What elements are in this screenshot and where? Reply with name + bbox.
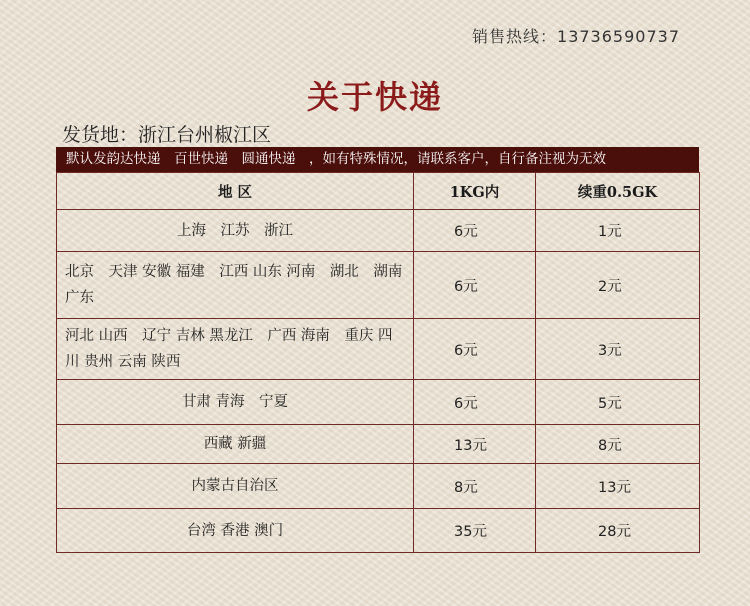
shipping-rate-table: [56, 172, 700, 553]
table-row: [57, 319, 700, 380]
shipping-origin: 发货地：浙江台州椒江区: [62, 124, 272, 146]
extra-weight-price: 13元: [536, 464, 700, 509]
first-weight-price: 6元: [414, 210, 536, 252]
header-extra-weight: 续重0.5GK: [536, 173, 700, 210]
extra-weight-price: 1元: [536, 210, 700, 252]
first-weight-price: 6元: [414, 319, 536, 380]
table-row: [57, 252, 700, 319]
table-row: [57, 380, 700, 425]
region-cell: 上海 江苏 浙江: [57, 210, 414, 252]
header-first-weight: 1KG内: [414, 173, 536, 210]
region-cell: 台湾 香港 澳门: [57, 509, 414, 553]
extra-weight-price: 3元: [536, 319, 700, 380]
first-weight-price: 6元: [414, 252, 536, 319]
extra-weight-price: 2元: [536, 252, 700, 319]
table-row: [57, 464, 700, 509]
courier-notice-banner: 默认发韵达快递 百世快递 圆通快递 ，如有特殊情况，请联系客户，自行备注视为无效: [56, 147, 699, 172]
first-weight-price: 35元: [414, 509, 536, 553]
table-row: [57, 210, 700, 252]
extra-weight-price: 8元: [536, 425, 700, 464]
first-weight-price: 13元: [414, 425, 536, 464]
region-cell: 北京 天津 安徽 福建 江西 山东 河南 湖北 湖南 广东: [57, 252, 414, 319]
first-weight-price: 8元: [414, 464, 536, 509]
region-cell: 甘肃 青海 宁夏: [57, 380, 414, 425]
table-row: [57, 425, 700, 464]
extra-weight-price: 5元: [536, 380, 700, 425]
extra-weight-price: 28元: [536, 509, 700, 553]
table-row: [57, 509, 700, 553]
region-cell: 河北 山西 辽宁 吉林 黑龙江 广西 海南 重庆 四川 贵州 云南 陕西: [57, 319, 414, 380]
region-cell: 内蒙古自治区: [57, 464, 414, 509]
region-cell: 西藏 新疆: [57, 425, 414, 464]
page-title: 关于快递: [306, 78, 443, 116]
header-region: 地 区: [57, 173, 414, 210]
sales-hotline: 销售热线：13736590737: [472, 27, 680, 46]
first-weight-price: 6元: [414, 380, 536, 425]
table-header-row: [57, 173, 700, 210]
